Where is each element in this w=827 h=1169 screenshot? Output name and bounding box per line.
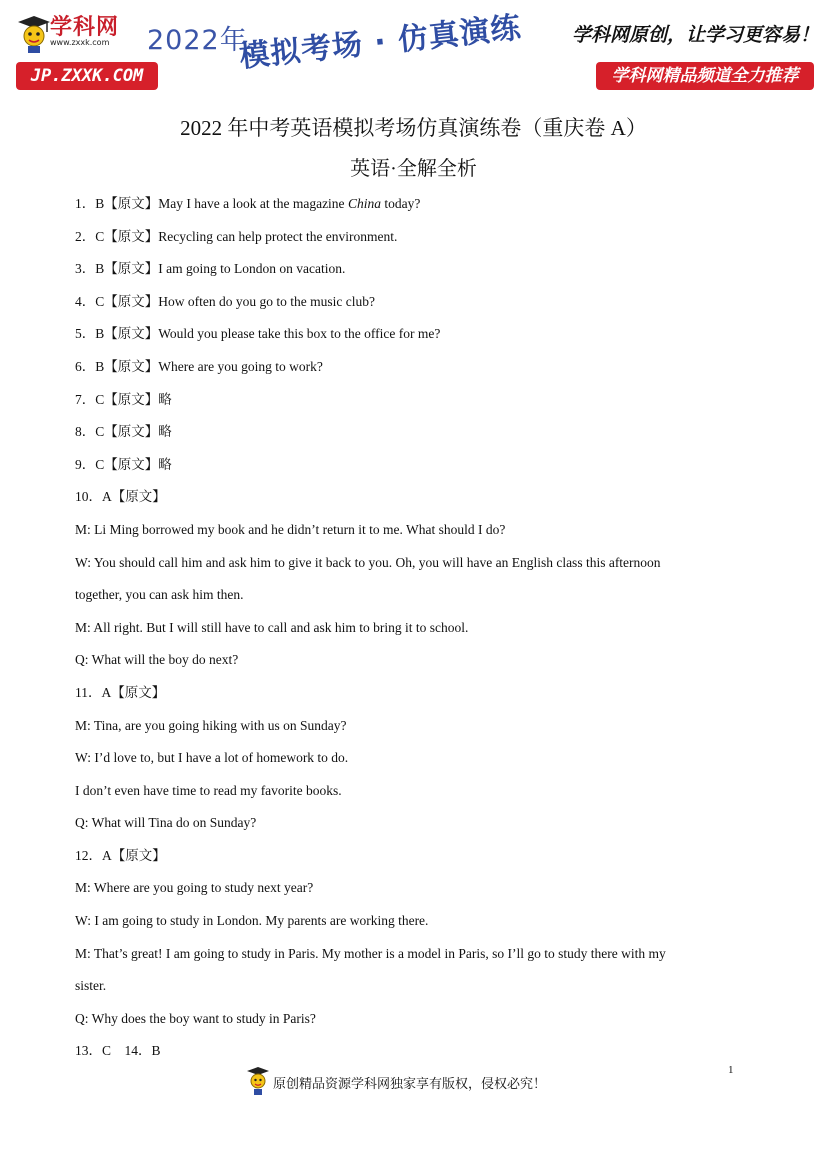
line-text: W: I am going to study in London. My parents are working there. [75,913,429,929]
line-text: 5．B【原文】Would you please take this box to the office for me? [75,326,441,342]
text-line [75,514,735,547]
logo-name: 学科网 [50,15,120,40]
text-line [75,351,735,384]
text-line [75,253,735,286]
text-line [75,677,735,710]
line-text: M: Li Ming borrowed my book and he didn’t return it to me. What should I do? [75,521,506,537]
line-text: M: Tina, are you going hiking with us on Sunday? [75,717,347,733]
line-text: Q: What will Tina do on Sunday? [75,815,257,831]
text-line [75,872,735,905]
mascot-icon [14,12,54,54]
text-line [75,188,735,221]
text-line [75,742,735,775]
text-line [75,547,735,580]
text-line [75,449,735,482]
banner-title: 模拟考场 · 仿真演练 [237,10,524,75]
line-text: 10．A【原文】 [75,489,166,505]
text-line [75,612,735,645]
line-text: Q: What will the boy do next? [75,652,239,668]
document-title: 2022 年中考英语模拟考场仿真演练卷（重庆卷 A） [180,116,647,140]
text-line [75,840,735,873]
line-text: 11．A【原文】 [75,684,166,700]
text-line [75,1003,735,1036]
line-text: 1．B【原文】May I have a look at the magazine [75,196,348,211]
logo-url[interactable]: www.zxxk.com [50,38,110,47]
line-text: M: That’s great! I am going to study in Paris. My mother is a model in Paris, so I’ll go to study there with my [75,945,666,961]
line-text: 7．C【原文】略 [75,391,172,407]
text-line [75,579,735,612]
line-text: I don’t even have time to read my favorite books. [75,782,342,798]
recommend-badge: 学科网精品频道全力推荐 [596,62,814,90]
line-text: 3．B【原文】I am going to London on vacation. [75,261,346,277]
text-line [75,807,735,840]
text-line [75,384,735,417]
mascot-footer-icon [245,1064,271,1096]
document-subtitle: 英语·全解全析 [350,158,477,180]
slogan: 学科网原创，让学习更容易！ [572,24,820,46]
line-text: M: All right. But I will still have to call and ask him to bring it to school. [75,619,469,635]
answer-content [75,188,735,1068]
text-line [75,938,735,971]
line-text: 13．C 14．B [75,1043,161,1059]
line-text: sister. [75,978,107,994]
text-line [75,416,735,449]
text-line [75,905,735,938]
line-text: 6．B【原文】Where are you going to work? [75,358,323,374]
line-text: 4．C【原文】How often do you go to the music club? [75,293,375,309]
text-line [75,221,735,254]
text-line [75,481,735,514]
line-text: W: I’d love to, but I have a lot of homework to do. [75,750,349,766]
line-text: Q: Why does the boy want to study in Paris? [75,1010,316,1026]
year-label: 2022年 [147,25,248,56]
text-line [75,644,735,677]
line-text: 8．C【原文】略 [75,424,172,440]
text-line [75,318,735,351]
text-line [75,1035,735,1068]
line-text: M: Where are you going to study next year? [75,880,314,896]
line-text: together, you can ask him then. [75,587,244,603]
text-line [75,710,735,743]
line-text: 9．C【原文】略 [75,456,172,472]
line-text-tail: today? [380,196,421,211]
text-line [75,286,735,319]
line-text: 2．C【原文】Recycling can help protect the environment. [75,228,398,244]
text-line [75,775,735,808]
page-number: 1 [728,1064,734,1076]
line-text: 12．A【原文】 [75,847,166,863]
copyright-notice: 原创精品资源学科网独家享有版权，侵权必究！ [273,1077,547,1092]
line-text: W: You should call him and ask him to give it back to you. Oh, you will have an English class this afternoon [75,554,661,570]
site-badge[interactable]: JP.ZXXK.COM [16,62,158,90]
text-line [75,970,735,1003]
line-italic-text: China [347,196,381,211]
